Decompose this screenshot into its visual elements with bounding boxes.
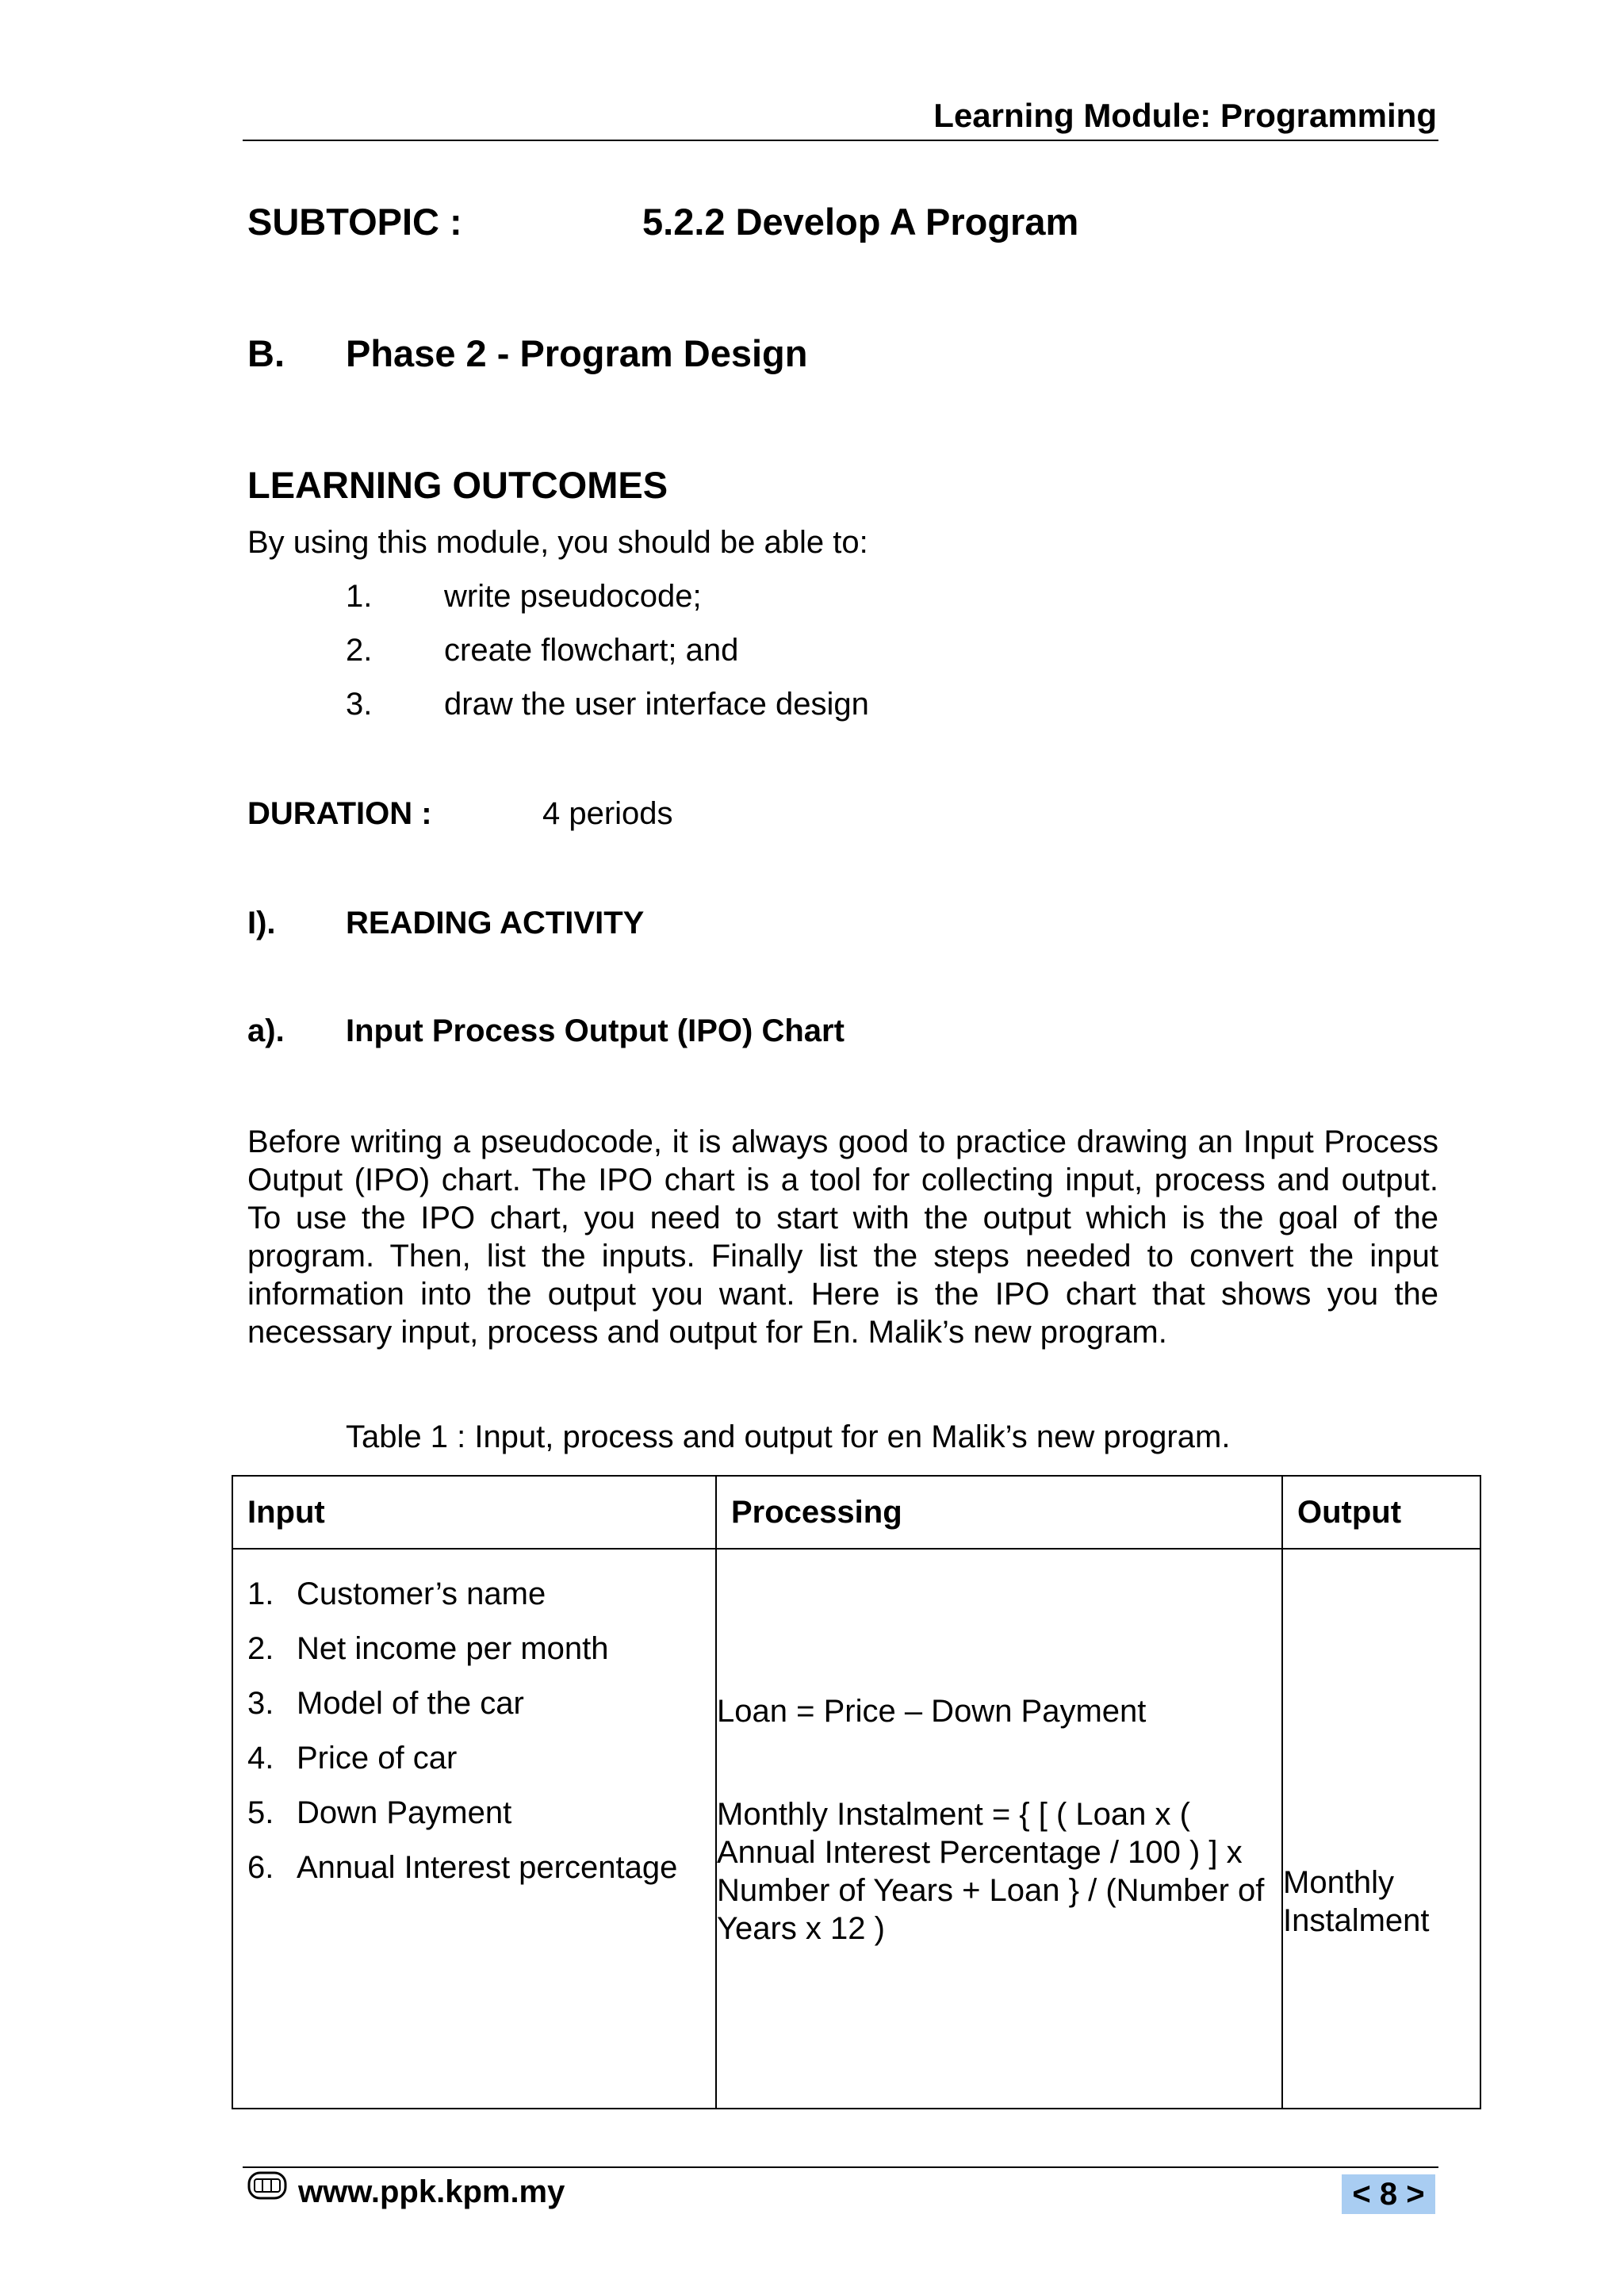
- list-item: [247, 1841, 715, 1895]
- footer-divider: [243, 2166, 1438, 2168]
- ipo-section-number: a).: [247, 1013, 285, 1048]
- learning-outcomes-intro: By using this module, you should be able to:: [247, 525, 868, 560]
- input-text: Price of car: [297, 1741, 458, 1776]
- input-number: 6.: [247, 1850, 274, 1885]
- input-list: [247, 1567, 715, 1895]
- ipo-table: [232, 1475, 1481, 2109]
- list-item: [247, 1676, 715, 1731]
- outcome-text: draw the user interface design: [444, 687, 869, 722]
- input-text: Model of the car: [297, 1686, 524, 1721]
- column-header-input: Input: [232, 1476, 716, 1549]
- input-text: Net income per month: [297, 1631, 609, 1666]
- loan-formula: Loan = Price – Down Payment: [717, 1694, 1147, 1729]
- subtopic-label: SUBTOPIC :: [247, 201, 462, 243]
- section-title: Phase 2 - Program Design: [346, 332, 808, 374]
- output-cell: [1282, 1549, 1480, 2109]
- page-number: < 8 >: [1342, 2174, 1435, 2214]
- table-header-row: [232, 1476, 1480, 1549]
- subtopic-title: 5.2.2 Develop A Program: [642, 201, 1079, 243]
- output-value: Monthly Instalment: [1283, 1865, 1430, 1938]
- instalment-formula: Monthly Instalment = { [ ( Loan x ( Annual Interest Percentage / 100 ) ] x Number of Years + Loan } / (Number of Years x 12 ): [717, 1797, 1265, 1946]
- input-number: 5.: [247, 1795, 274, 1830]
- learning-outcomes-heading: LEARNING OUTCOMES: [247, 464, 668, 506]
- table-caption: Table 1 : Input, process and output for en Malik’s new program.: [346, 1419, 1231, 1454]
- duration-label: DURATION :: [247, 796, 432, 831]
- outcome-number: 2.: [346, 633, 373, 668]
- input-number: 1.: [247, 1576, 274, 1611]
- input-number: 3.: [247, 1686, 274, 1721]
- duration-value: 4 periods: [542, 796, 673, 831]
- outcome-text: write pseudocode;: [444, 579, 702, 614]
- ipo-paragraph: Before writing a pseudocode, it is always good to practice drawing an Input Process Output (IPO) chart. The IPO chart is a tool for collecting input, process and output. To use the IPO chart, you need to start with the output which is the goal of the program. Then, list the inputs. Finally list the steps needed to convert the input information into the output you want. Here is the IPO chart that shows you the necessary input, process and output for En. Malik’s new program.: [247, 1124, 1438, 1350]
- outcome-number: 1.: [346, 579, 373, 614]
- reading-activity-title: READING ACTIVITY: [346, 906, 645, 940]
- table-row: [232, 1549, 1480, 2109]
- input-number: 4.: [247, 1741, 274, 1776]
- header-divider: [243, 140, 1438, 141]
- header-title: Learning Module: Programming: [933, 97, 1437, 134]
- input-text: Down Payment: [297, 1795, 512, 1830]
- list-item: [247, 1622, 715, 1676]
- input-cell: [232, 1549, 716, 2109]
- processing-cell: [716, 1549, 1282, 2109]
- list-item: [247, 1786, 715, 1841]
- input-text: Customer’s name: [297, 1576, 546, 1611]
- input-text: Annual Interest percentage: [297, 1850, 678, 1885]
- ipo-section-title: Input Process Output (IPO) Chart: [346, 1013, 845, 1048]
- column-header-output: Output: [1282, 1476, 1480, 1549]
- reading-activity-number: I).: [247, 906, 276, 940]
- input-number: 2.: [247, 1631, 274, 1666]
- list-item: [247, 1731, 715, 1786]
- list-item: [247, 1567, 715, 1622]
- outcome-text: create flowchart; and: [444, 633, 739, 668]
- outcome-number: 3.: [346, 687, 373, 722]
- footer-url[interactable]: www.ppk.kpm.my: [298, 2174, 565, 2209]
- section-letter: B.: [247, 332, 285, 374]
- ppk-logo-icon: [247, 2171, 287, 2200]
- column-header-processing: Processing: [716, 1476, 1282, 1549]
